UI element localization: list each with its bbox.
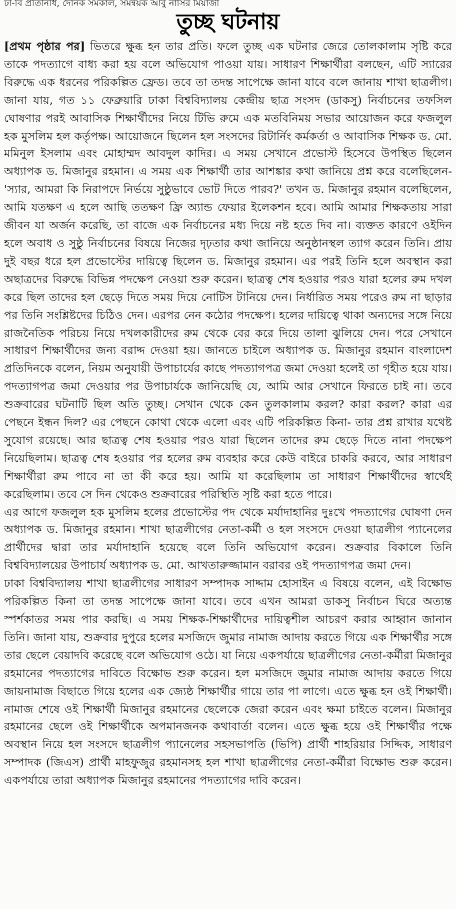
continuation-tag: [প্রথম পৃষ্ঠার পর] [4, 39, 86, 53]
article-body [4, 38, 452, 906]
article-paragraph: এর আগে ফজলুল হক মুসলিম হলের প্রভোস্টের পদ থেকে মর্যাদাহানির দুঃখে পদত্যাগের ঘোষণা দেন অধ্যাপক ড. মিজানুর রহমান। শাখা ছাত্রলীগের নেতা-কর্মী ও হল সংসদে দেওয়া ছাত্রলীগ প্যানেলের প্রার্থীদের দ্বারা তার মর্যাদাহানি হয়েছে বলে তিনি অভিযোগ করেন। শুক্রবার বিকালে তিনি বিশ্ববিদ্যালয়ের উপাচার্য অধ্যাপক ড. মো. আখতারুজ্জামান বরাবর ওই পদত্যাগপত্র জমা দেন। [4, 505, 452, 573]
paragraph-text: ভিতরে ক্ষুব্ধ হন তার প্রতি। ফলে তুচ্ছ এক ঘটনার জেরে তোলকালাম সৃষ্টি করে তাকে পদত্যাগে বাধ্য করা হয় বলে অভিযোগ পাওয়া যায়। সাধারণ শিক্ষার্থীরা বলছেন, এটি স্যারের বিরুদ্ধে এক ধরনের পরিকল্পিত ফ্রেড। তবে তা তদন্ত সাপেক্ষে জানা যাবে বলে জানায় শাখা ছাত্রলীগ। জানা যায়, গত ১১ ফেব্রুয়ারি ঢাকা বিশ্ববিদ্যালয় কেন্দ্রীয় ছাত্র সংসদ (ডাকসু) নির্বাচনের তফসিল ঘোষণার পরই আবাসিক শিক্ষার্থীদের নিয়ে টিভি রুমে এক মতবিনিময় সভার আয়োজন করে ফজলুল হক মুসলিম হল কর্তৃপক্ষ। আয়োজনে ছিলেন হল সংসদের রিটার্নিং কর্মকর্তা ও আবাসিক শিক্ষক ড. মো. মমিনুল ইসলাম এবং মোহাম্মদ আবদুল কাদির। এ সময় সেখানে প্রভোস্ট হিসেবে উপস্থিত ছিলেন অধ্যাপক ড. মিজানুর রহমান। এ সময় এক শিক্ষার্থী তার আশঙ্কার কথা জানিয়ে প্রশ্ন করে বলেছিলেন- 'স্যার, আমরা কি নিরাপদে নির্ভয়ে সুষ্ঠুভাবে ভোট দিতে পারব?' তখন ড. মিজানুর রহমান বলেছিলেন, আমি যতক্ষণ এ হলে আছি ততক্ষণ ফ্রি অ্যান্ড ফেয়ার ইলেকশন হবে। আমি আমার শিক্ষকতায় সারা জীবন যা অর্জন করেছি, তা বাজে এক নির্বাচনের মধ্য দিয়ে নষ্ট হতে দিব না। ব্যক্তত কারণে ওইদিন হলে অবাধ ও সুষ্ঠু নির্বাচনের বিষয়ে নিজের দৃঢ়তার কথা জানিয়ে অনুষ্ঠানস্থল ত্যাগ করেন তিনি। প্রায় দুই বছর ধরে হল প্রভোস্টের দায়িত্বে ছিলেন ড. মিজানুর রহমান। এর পরই তিনি হলে অবস্থান করা অছাত্রদের বিরুদ্ধে বিভিন্ন পদক্ষেপ নেওয়া শুরু করেন। ছাত্রত্ব শেষ হওয়ার পরও যারা হলের রুম দখল করে ছিল তাদের হল ছেড়ে দিতে সময় দিয়ে নোটিস টানিয়ে দেন। নির্ধারিত সময় পরেও রুম না ছাড়ার পর তিনি সংশ্লিষ্টদের চিঠিও দেন। এরপর নেন কঠোর পদক্ষেপ। হলের দায়িত্বে থাকা অন্যদের সঙ্গে নিয়ে রাজনৈতিক পরিচয় নিয়ে দখলকারীদের রুম থেকে বের করে দিয়ে তালা ঝুলিয়ে দেন। পরে সেখানে সাধারণ শিক্ষার্থীদের জন্য বরাদ্দ দেওয়া হয়। জানতে চাইলে অধ্যাপক ড. মিজানুর রহমান বাংলাদেশ প্রতিদিনকে বলেন, নিয়ম অনুযায়ী উপাচার্যের কাছে পদত্যাগপত্র জমা দেওয়া হলেই তা গৃহীত হয়ে যায়। পদত্যাগপত্র জমা দেওয়ার পর উপাচার্যকে জানিয়েছি যে, আমি আর সেখানে ফিরতে চাই না। তবে শুক্রবারের ঘটনাটি ছিল অতি তুচ্ছ। সেখান থেকে কেন তুলকালাম করল? কারা করল? কারা এর পেছনে ইন্ধন দিল? এর পেছনে কোথা থেকে এলো এবং এটি পরিকল্পিত কিনা- তার প্রশ্ন রাখার যথেষ্ট সুযোগ রয়েছে। আর ছাত্রত্ব শেষ হওয়ার পরও যারা ছিলেন তাদের রুম ছেড়ে দিতে নানা পদক্ষেপ নিয়েছিলাম। ছাত্রত্ব শেষ হওয়ার পর হলের রুম ব্যবহার করে কেউ বাইরে চাকরি করবে, আর সাধারণ শিক্ষার্থীরা রুম পাবে না তা কী করে হয়। আমি যা করেছিলাম তা সাধারণ শিক্ষার্থীদের স্বার্থেই করেছিলাম। তবে সে দিন থেকেও শুক্রবারের পরিস্থিতি সৃষ্টি করা হতে পারে। [4, 40, 452, 501]
article-paragraph [4, 38, 452, 504]
byline: ঢা-বি প্রতিনিধি, দৈনিক সমকাল, সমন্বয়ক আবু নাসির মিয়াজী [4, 0, 220, 9]
headline: তুচ্ছ ঘটনায় [176, 9, 280, 35]
article-paragraph: ঢাকা বিশ্ববিদ্যালয় শাখা ছাত্রলীগের সাধারণ সম্পাদক সাদ্দাম হোসাইন এ বিষয়ে বলেন, এই বিক্ষোভ পরিকল্পিত কিনা তা তদন্ত সাপেক্ষে জানা যাবে। তবে এখন আমরা ডাকসু নির্বাচন ঘিরে অত্যন্ত স্পর্শকাতর সময় পার করছি। এ সময় শিক্ষক-শিক্ষার্থীদের দায়িত্বশীল আচরণ করার আহ্বান জানান তিনি। জানা যায়, শুক্রবার দুপুরে হলের মসজিদে জুমার নামাজ আদায় করতে গিয়ে এক শিক্ষার্থীর সঙ্গে তার ছেলে বেয়াদবি করেছে বলে অভিযোগ ওঠে। যা নিয়ে একপর্যায়ে ছাত্রলীগের নেতা-কর্মীরা মিজানুর রহমানের পদত্যাগের দাবিতে বিক্ষোভ শুরু করেন। হল মসজিদে জুমার নামাজ আদায় করতে গিয়ে জায়নামাজ বিছাতে গিয়ে হলের এক জ্যেষ্ঠ শিক্ষার্থীর গায়ে তার পা লাগে। এতে ক্ষুব্ধ হন ওই শিক্ষার্থী। নামাজ শেষে ওই শিক্ষার্থী মিজানুর রহমানের ছেলেকে জেরা করেন এবং ক্ষমা চাইতে বলেন। মিজানুর রহমানের ছেলে ওই শিক্ষার্থীকে অপমানজনক কথাবার্তা বলেন। এতে ক্ষুব্ধ হয়ে ওই শিক্ষার্থীর পক্ষে অবস্থান নিয়ে হল সংসদে ছাত্রলীগ প্যানেলের সহসভাপতি (ভিপি) প্রার্থী শাহরিয়ার সিদ্দিক, সাধারণ সম্পাদক (জিএস) প্রার্থী মাহফুজুর রহমানসহ হল শাখা ছাত্রলীগের নেতা-কর্মীরা বিক্ষোভ শুরু করেন। একপর্যায়ে তারা অধ্যাপক মিজানুর রহমানের পদত্যাগের দাবি করেন। [4, 577, 452, 788]
